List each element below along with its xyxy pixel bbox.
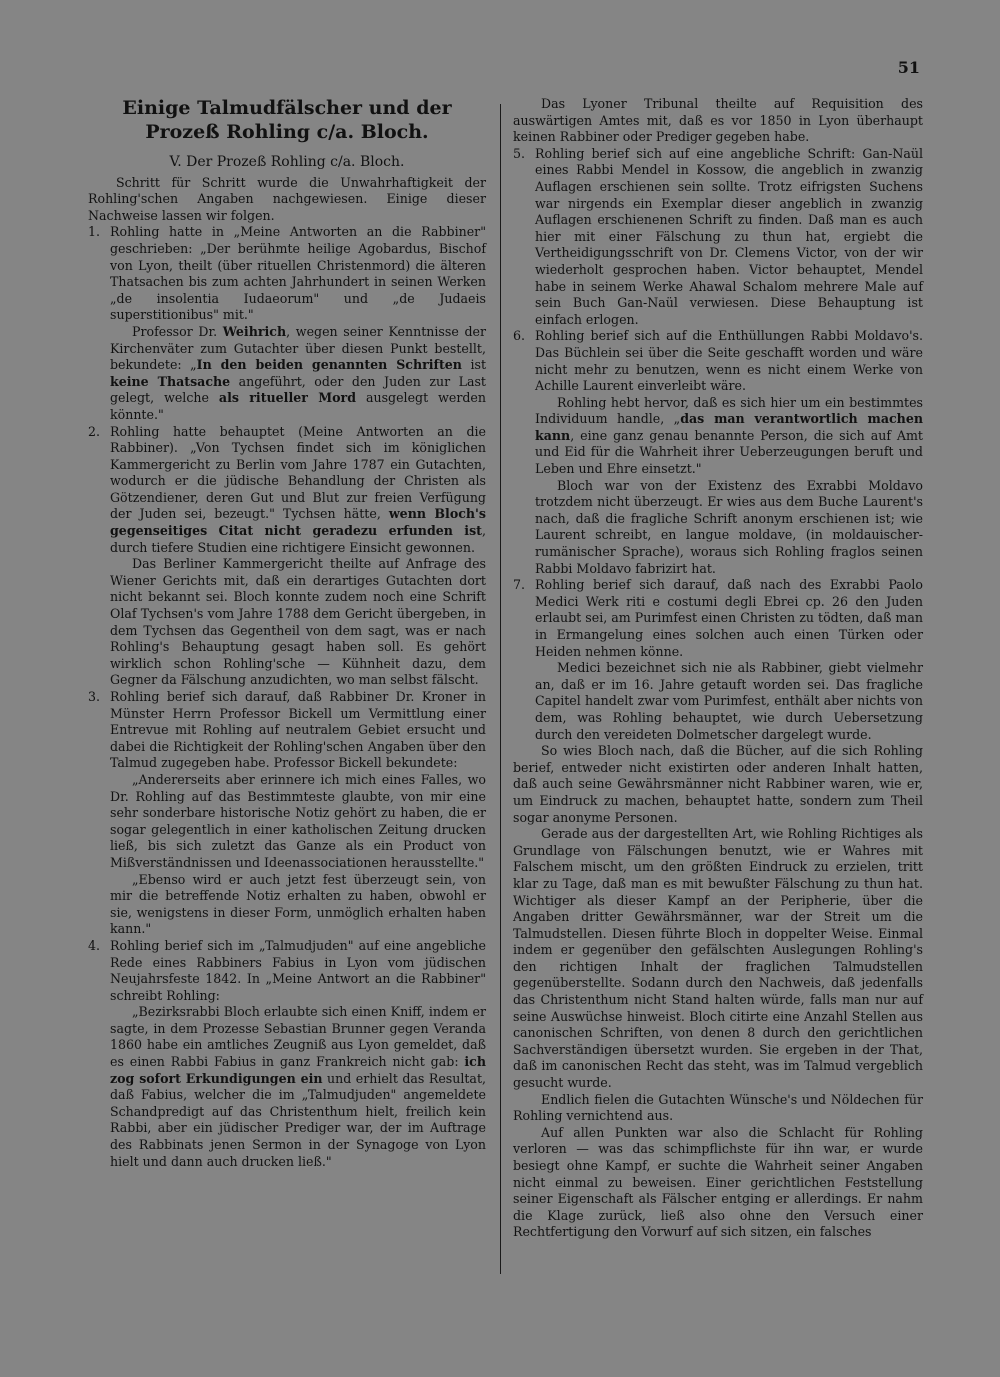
right-column bbox=[513, 96, 923, 1241]
item-6-continuation: Rohling hebt hervor, daß es sich hier um ein bestimmtes Individuum handle, „das man verantwortlich machen kann, eine ganz genau benannte Person, die sich auf Amt und Eid für die Wahrheit ihrer Ueberzeugungen beruft und Leben und Ehre einsetzt." bbox=[535, 394, 923, 477]
item-text: Rohling berief sich auf die Enthüllungen Rabbi Moldavo's. Das Büchlein sei über die Seite geschafft worden und wäre nicht mehr zu benutzen, wenn es nicht einem Werke von Achille Laurent einverleibt wäre. bbox=[535, 328, 923, 394]
list-item-2 bbox=[88, 424, 486, 557]
item-text: Rohling berief sich darauf, daß nach des Exrabbi Paolo Medici Werk riti e costumi degli Ebrei cp. 26 den Juden erlaubt sei, am Purimfest einen Christen zu tödten, daß man in Ermangelung eines solchen auch einen Türken oder Heiden nehmen könne. bbox=[535, 577, 923, 659]
paragraph: Das Lyoner Tribunal theilte auf Requisition des auswärtigen Amtes mit, daß es vor 1850 in Lyon überhaupt keinen Rabbiner oder Prediger gegeben habe. bbox=[513, 96, 923, 145]
list-item-6 bbox=[513, 328, 923, 394]
item-6-continuation: Bloch war von der Existenz des Exrabbi Moldavo trotzdem nicht überzeugt. Er wies aus dem Buche Laurent's nach, daß die fragliche Schrift anonym erschienen ist; wie Laurent schreibt, en langue moldave, (in moldauischer-rumänischer Sprache), woraus sich Rohling fraglos seinen Rabbi Moldavo fabrizirt hat. bbox=[535, 477, 923, 576]
quote-paragraph: „Andererseits aber erinnere ich mich eines Falles, wo Dr. Rohling auf das Bestimmteste glaubte, von mir eine sehr sonderbare historische Notiz gehört zu haben, die er sogar gelegentlich in einer katholischen Zeitung drucken ließ, bis sich zuletzt das Ganze als ein Product von Mißverständnissen und Ideenassociationen herausstellte." bbox=[110, 771, 486, 870]
list-item-3 bbox=[88, 689, 486, 772]
article-title: Einige Talmudfälscher und der Prozeß Rohling c/a. Bloch. bbox=[122, 97, 452, 143]
list-item-4 bbox=[88, 938, 486, 1004]
item-text: Rohling berief sich im „Talmudjuden" auf eine angebliche Rede eines Rabbiners Fabius in Lyon vom jüdischen Neujahrsfeste 1842. In „Meine Antwort an die Rabbiner" schreibt Rohling: bbox=[110, 937, 486, 1003]
list-item-5 bbox=[513, 146, 923, 329]
paragraph: So wies Bloch nach, daß die Bücher, auf die sich Rohling berief, entweder nicht existirten oder anderen Inhalt hatten, daß auch seine Gewährsmänner nicht Rabbiner waren, wie er, um Eindruck zu machen, behauptet hatte, sondern zum Theil sogar anonyme Personen. bbox=[513, 743, 923, 825]
item-number: 1. bbox=[88, 224, 101, 240]
column-divider bbox=[500, 104, 501, 1274]
item-text: Rohling berief sich auf eine angebliche Schrift: Gan-Naül eines Rabbi Mendel in Kossow, die angeblich in zwanzig Auflagen erschienen sein sollte. Trotz eifrigsten Suchens war nirgends ein Exemplar dieser angeblich in zwanzig Auflagen erschienenen Schrift zu finden. Daß man es auch hier mit einer Fälschung zu thun hat, ergiebt die Vertheidigungsschrift von Dr. Clemens Victor, von der wir wiederholt gesprochen haben. Victor behauptet, Mendel habe in seinem Werke Ahawal Schalom mehrere Male auf sein Buch Gan-Naül verwiesen. Diese Behauptung ist einfach erlogen. bbox=[535, 145, 923, 327]
paragraph: Endlich fielen die Gutachten Wünsche's und Nöldechen für Rohling vernichtend aus. bbox=[513, 1091, 923, 1124]
item-1-continuation: Professor Dr. Weihrich, wegen seiner Kenntnisse der Kirchenväter zum Gutachter über diesen Punkt bestellt, bekundete: „In den beiden genannten Schriften ist keine Thatsache angeführt, oder den Juden zur Last gelegt, welche als ritueller Mord ausgelegt werden könnte." bbox=[110, 323, 487, 422]
item-number: 7. bbox=[513, 577, 526, 593]
item-number: 3. bbox=[88, 689, 101, 704]
item-text: Rohling hatte behauptet (Meine Antworten an die Rabbiner). „Von Tychsen findet sich im königlichen Kammergericht zu Berlin vom Jahre 1787 ein Gutachten, wodurch er die jüdische Behandlung der Christen als Götzendiener, deren Gut und Blut zur freien Verfügung der Juden sei, bezeugt." Tychsen hätte, wenn Bloch's gegenseitiges Citat nicht geradezu erfunden ist, durch tiefere Studien eine richtigere Einsicht gewonnen. bbox=[110, 423, 486, 555]
paragraph: Auf allen Punkten war also die Schlacht für Rohling verloren — was das schimpflichste für ihn war, er wurde besiegt ohne Kampf, er suchte die Wahrheit seiner Angaben nicht einmal zu beweisen. Einer gerichtlichen Feststellung seiner Eigenschaft als Fälscher entging er allerdings. Er nahm die Klage zurück, ließ also ohne den Versuch einer Rechtfertigung den Vorwurf auf sich sitzen, ein falsches bbox=[513, 1124, 923, 1240]
item-7-continuation: Medici bezeichnet sich nie als Rabbiner, giebt vielmehr an, daß er im 16. Jahre getauft worden sei. Das fragliche Capitel handelt zwar vom Purimfest, enthält aber nichts von dem, was Rohling behauptet, wie durch Uebersetzung durch den vereideten Dolmetscher dargelegt wurde. bbox=[535, 660, 923, 742]
section-heading: V. Der Prozeß Rohling c/a. Bloch. bbox=[169, 154, 405, 170]
item-number: 5. bbox=[513, 145, 526, 161]
quote-paragraph: „Bezirksrabbi Bloch erlaubte sich einen Kniff, indem er sagte, in dem Prozesse Sebastian Brunner gegen Veranda 1860 habe ein amtliches Zeugniß aus Lyon gemeldet, daß es einen Rabbi Fabius in ganz Frankreich nicht gab: ich zog sofort Erkundigungen ein und erhielt das Resultat, daß Fabius, welcher die im „Talmudjuden" angemeldete Schandpredigt auf das Christenthum hielt, freilich kein Rabbi, aber ein jüdischer Prediger war, der im Auftrage des Rabbinats jenen Sermon in der Synagoge von Lyon hielt und dann auch drucken ließ." bbox=[110, 1004, 487, 1169]
list-item-7 bbox=[513, 577, 923, 660]
item-text: Rohling hatte in „Meine Antworten an die Rabbiner" geschrieben: „Der berühmte heilige Agobardus, Bischof von Lyon, theilt (über rituellen Christenmord) die älteren Thatsachen bis zum achten Jahrhundert in seinen Werken „de insolentia Iudaeorum" und „de Judaeis superstitionibus" mit." bbox=[110, 224, 486, 323]
list-item-1 bbox=[88, 224, 486, 324]
quote-paragraph: „Ebenso wird er auch jetzt fest überzeugt sein, von mir die betreffende Notiz erhalten zu haben, obwohl er sie, wenigstens in dieser Form, unmöglich erhalten haben kann." bbox=[110, 871, 486, 937]
page-number: 51 bbox=[897, 58, 920, 77]
item-number: 2. bbox=[88, 423, 101, 439]
item-text: Rohling berief sich darauf, daß Rabbiner Dr. Kroner in Münster Herrn Professor Bickell um Vermittlung einer Entrevue mit Rohling auf neutralem Gebiet ersucht und dabei die Richtigkeit der Rohling'schen Angaben über den Talmud zugegeben habe. Professor Bickell bekundete: bbox=[110, 689, 486, 771]
paragraph: Gerade aus der dargestellten Art, wie Rohling Richtiges als Grundlage von Fälschungen benutzt, wie er Wahres mit Falschem mischt, um den größten Eindruck zu erzielen, tritt klar zu Tage, daß man es mit bewußter Fälschung zu thun hat. Wichtiger als dieser Kampf an der Peripherie, über die Angaben dritter Gewährsmänner, war der Streit um die Talmudstellen. Diesen führte Bloch in doppelter Weise. Einmal indem er gegenüber den gefälschten Auslegungen Rohling's den richtigen Inhalt der fraglichen Talmudstellen gegenüberstellte. Sodann durch den Nachweis, daß jedenfalls das Christenthum nicht Stand halten würde, falls man nur auf seine Auswüchse hinweist. Bloch citirte eine Anzahl Stellen aus canonischen Schriften, von denen 8 durch den gerichtlichen Sachverständigen übersetzt wurden. Sie ergeben in der That, daß im canonischen Recht das steht, was im Talmud vergeblich gesucht wurde. bbox=[513, 826, 923, 1091]
left-column bbox=[88, 96, 486, 1170]
item-number: 4. bbox=[88, 937, 101, 953]
item-number: 6. bbox=[513, 328, 526, 344]
intro-paragraph: Schritt für Schritt wurde die Unwahrhaftigkeit der Rohling'schen Angaben nachgewiesen. Einige dieser Nachweise lassen wir folgen. bbox=[88, 174, 486, 223]
item-2-continuation: Das Berliner Kammergericht theilte auf Anfrage des Wiener Gerichts mit, daß ein derartiges Gutachten dort nicht bekannt sei. Bloch konnte zudem noch eine Schrift Olaf Tychsen's vom Jahre 1788 dem Gericht übergeben, in dem Tychsen das Gegentheil von dem sagt, was er nach Rohling's Behauptung gesagt haben soll. Es gehört wirklich schon Rohling'sche — Kühnheit dazu, dem Gegner da Fälschung anzudichten, wo man selbst fälscht. bbox=[110, 556, 486, 688]
